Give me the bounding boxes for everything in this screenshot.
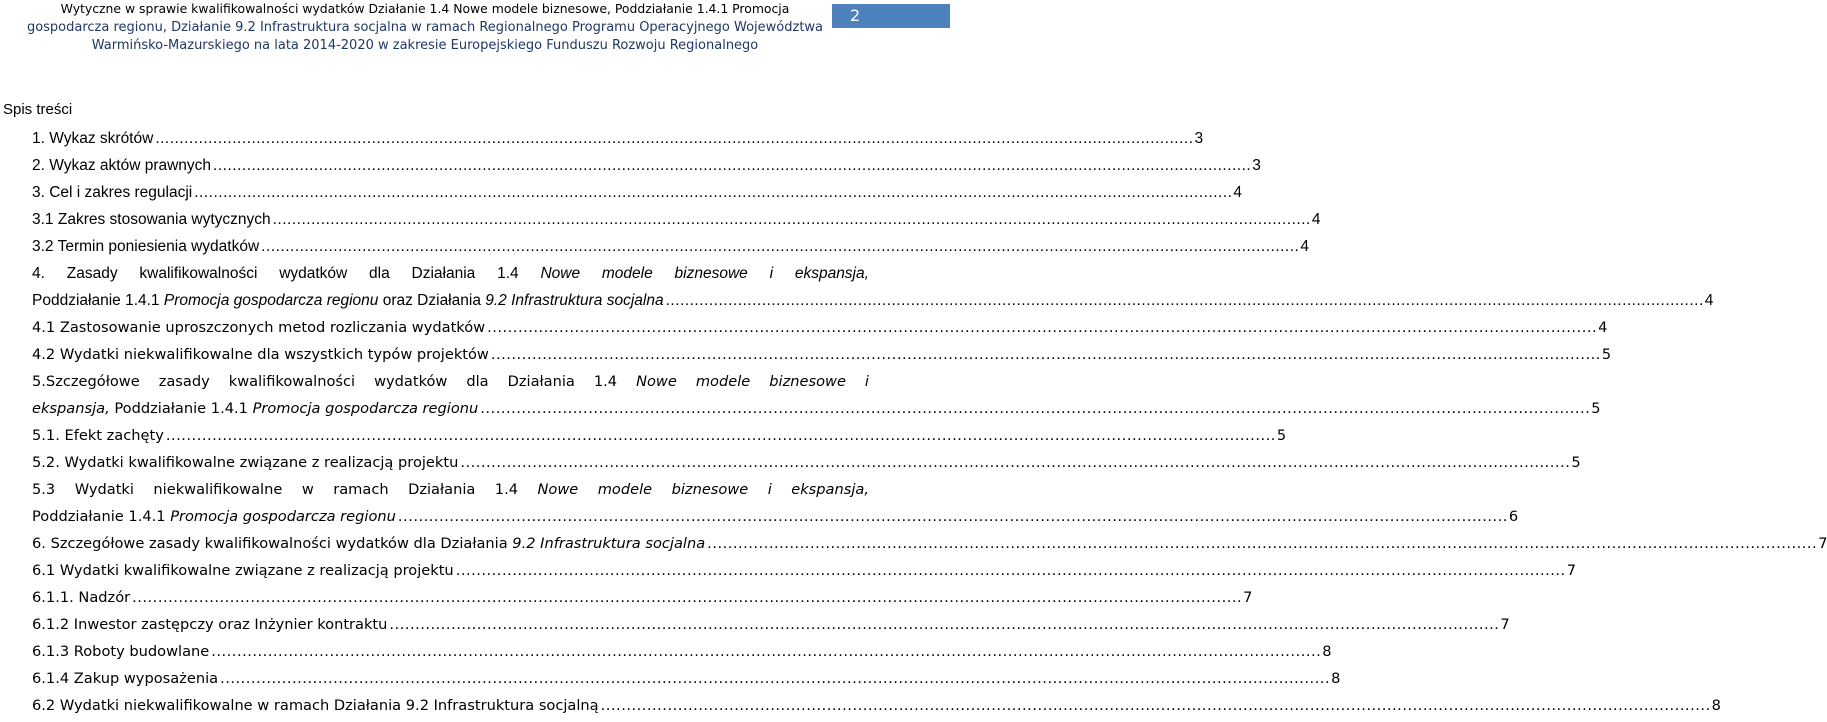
toc-entry-text: 6.1 Wydatki kwalifikowalne związane z realizacją projektu [32, 562, 454, 579]
toc-entry-page: 4 [1704, 292, 1714, 309]
toc-entry-page: 7 [1818, 535, 1827, 552]
toc-entry-text: 4.1 Zastosowanie uproszczonych metod rozliczania wydatków [32, 319, 486, 336]
toc-entry-text: 5.3 Wydatki niekwalifikowalne w ramach Działania 1.4 Nowe modele biznesowe i ekspansja, [32, 481, 869, 498]
toc-entry[interactable] [32, 207, 1321, 233]
toc-entry[interactable] [32, 315, 1608, 341]
toc-entry[interactable] [32, 666, 1341, 692]
header-line-3: Warmińsko-Mazurskiego na lata 2014-2020 w zakresie Europejskiego Funduszu Rozwoju Regionalnego [91, 38, 759, 53]
toc-entry[interactable] [32, 639, 1332, 665]
toc-entry[interactable] [32, 450, 1581, 476]
toc-entry[interactable] [32, 531, 1827, 557]
toc-entry[interactable] [32, 369, 869, 395]
toc-entry-page: 8 [1331, 670, 1341, 687]
toc-entry-page: 5 [1276, 427, 1287, 444]
toc-entry[interactable] [32, 234, 1309, 260]
toc-entry[interactable] [32, 477, 869, 503]
toc-entry-page: 4 [1233, 184, 1243, 201]
toc-entry-text: 6.1.4 Zakup wyposażenia [32, 670, 219, 687]
toc-entry[interactable] [32, 693, 1721, 719]
toc-entry-page: 8 [1711, 697, 1721, 714]
toc-entry-text: 6. Szczegółowe zasady kwalifikowalności wydatków dla Działania 9.2 Infrastruktura socjalna [32, 535, 706, 552]
toc-entry[interactable] [32, 558, 1576, 584]
toc-entry[interactable] [32, 153, 1261, 179]
toc-entry-text: 4.2 Wydatki niekwalifikowalne dla wszystkich typów projektów [32, 346, 489, 363]
toc-entry-text: 2. Wykaz aktów prawnych [32, 157, 212, 174]
toc-entry-text: ekspansja, Poddziałanie 1.4.1 Promocja gospodarcza regionu [32, 400, 479, 417]
toc-entry-text: 1. Wykaz skrótów [32, 130, 154, 147]
toc-entry[interactable] [32, 423, 1287, 449]
toc-entry-text: 6.2 Wydatki niekwalifikowalne w ramach Działania 9.2 Infrastruktura socjalną [32, 697, 599, 714]
toc-entry-text: 5.1. Efekt zachęty [32, 427, 164, 444]
toc-entry-page: 7 [1243, 589, 1253, 606]
toc-entry[interactable] [32, 585, 1253, 611]
toc-entry-page: 4 [1300, 238, 1309, 255]
toc-entry-text: 4. Zasady kwalifikowalności wydatków dla Działania 1.4 Nowe modele biznesowe i ekspansja, [32, 265, 869, 282]
toc-entry[interactable] [32, 180, 1243, 206]
toc-entry[interactable] [32, 126, 1204, 152]
toc-entry-text: 5.Szczegółowe zasady kwalifikowalności wydatków dla Działania 1.4 Nowe modele biznesowe i [32, 373, 869, 390]
toc-entry-page: 8 [1322, 643, 1332, 660]
toc-title: Spis treści [3, 101, 73, 118]
toc-entry-text: 3.1 Zakres stosowania wytycznych [32, 211, 271, 228]
toc-entry-text: 6.1.2 Inwestor zastępczy oraz Inżynier kontraktu [32, 616, 388, 633]
toc-entry-text: 6.1.3 Roboty budowlane [32, 643, 210, 660]
toc-entry-text: Poddziałanie 1.4.1 Promocja gospodarcza regionu [32, 508, 396, 525]
toc-entry-page: 5 [1571, 454, 1581, 471]
page-number-badge: 2 [832, 4, 950, 28]
toc-entry[interactable] [32, 342, 1612, 368]
toc-entry-text: Poddziałanie 1.4.1 Promocja gospodarcza regionu oraz Działania 9.2 Infrastruktura socjalna [32, 292, 664, 309]
toc-entry-continuation[interactable] [32, 396, 1601, 422]
toc-entry-page: 4 [1311, 211, 1321, 228]
toc-entry-text: 3.2 Termin poniesienia wydatków [32, 238, 260, 255]
toc-entry[interactable] [32, 261, 869, 287]
toc-entry-page: 5 [1591, 400, 1601, 417]
toc-entry-page: 7 [1500, 616, 1510, 633]
toc-entry-page: 5 [1601, 346, 1612, 363]
toc-entry[interactable] [32, 612, 1510, 638]
toc-entry-page: 7 [1566, 562, 1576, 579]
toc-entry-page: 6 [1508, 508, 1519, 525]
toc-entry-text: 6.1.1. Nadzór [32, 589, 131, 606]
header-line-1: Wytyczne w sprawie kwalifikowalności wydatków Działanie 1.4 Nowe modele biznesowe, Poddziałanie 1.4.1 Promocja [60, 1, 790, 16]
toc-entry-text: 3. Cel i zakres regulacji [32, 184, 193, 201]
toc-entry-continuation[interactable] [32, 504, 1519, 530]
toc-entry-continuation[interactable] [32, 288, 1714, 314]
toc-entry-page: 3 [1252, 157, 1261, 174]
toc-entry-text: 5.2. Wydatki kwalifikowalne związane z realizacją projektu [32, 454, 459, 471]
toc-entry-page: 3 [1194, 130, 1204, 147]
toc-entry-page: 4 [1598, 319, 1608, 336]
header-line-2: gospodarcza regionu, Działanie 9.2 Infrastruktura socjalna w ramach Regionalnego Programu Operacyjnego Województwa [26, 20, 824, 35]
